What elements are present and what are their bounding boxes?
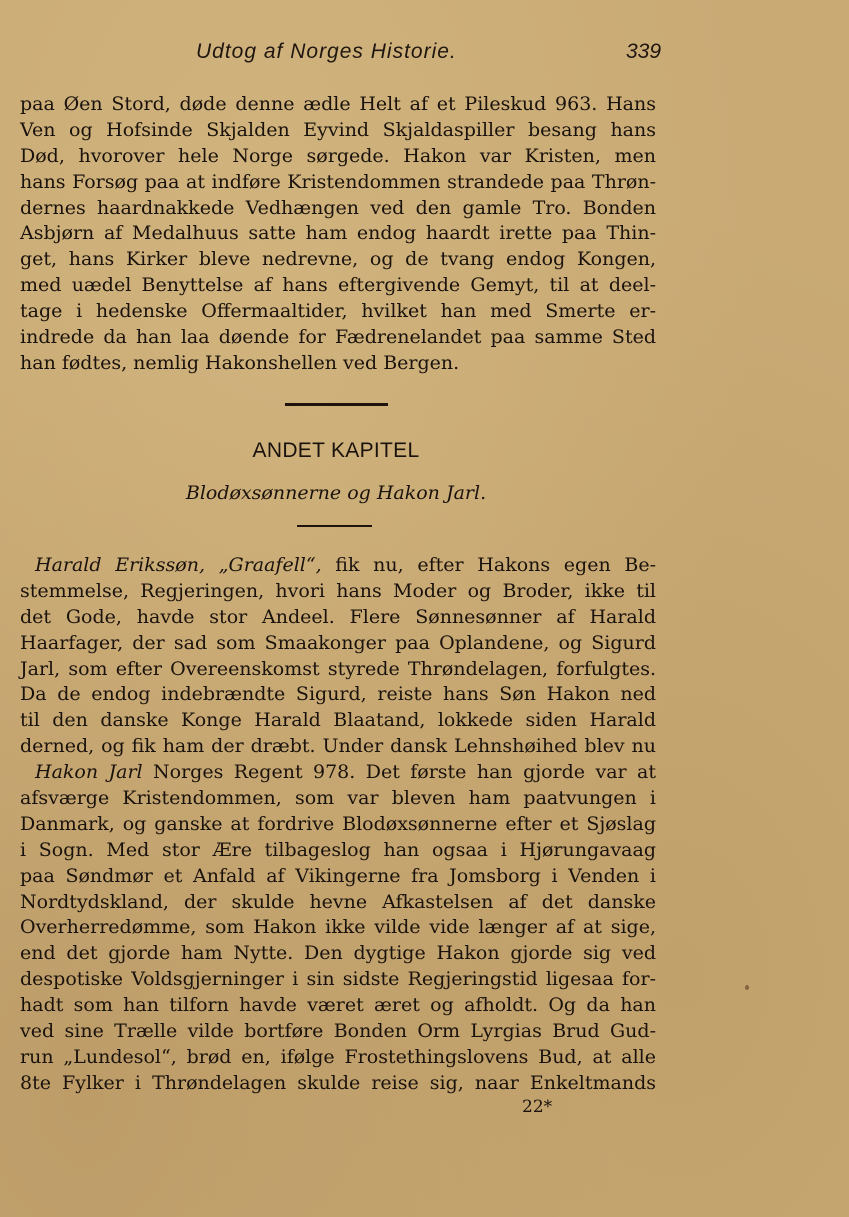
person-name-harald: Harald Erikssøn, „Graafell“, [35,554,322,576]
text-line-opening [20,553,656,579]
person-name-hakon: Hakon Jarl [35,761,143,784]
text-line: derned, og fik ham der dræbt. Under dansk Lehnshøihed blev nu [20,735,656,758]
text-line: despotiske Voldsgjerninger i sin sidste Regjeringstid ligesaa for- [20,968,656,991]
text-line: ved sine Trælle vilde bortføre Bonden Orm Lyrgias Brud Gud- [20,1020,656,1043]
text-line-hakon [20,760,656,786]
text-line: hadt som han tilforn havde været æret og afholdt. Og da han [20,994,656,1017]
text-line: med uædel Benyttelse af hans eftergivende Gemyt, til at deel- [20,274,656,297]
text-line: han fødtes, nemlig Hakonshellen ved Bergen. [20,351,460,374]
text-line: end det gjorde ham Nytte. Den dygtige Hakon gjorde sig ved [20,942,656,965]
text-line: i Sogn. Med stor Ære tilbageslog han ogsaa i Hjørungavaag [20,838,656,861]
text-line: indrede da han laa døende for Fædrenelandet paa samme Sted [20,326,656,349]
text-line: det Gode, havde stor Andeel. Flere Sønnesønner af Harald [20,605,656,628]
running-title: Udtog af Norges Historie. [196,40,457,63]
chapter-title: ANDET KAPITEL [252,439,420,462]
chapter-subtitle: Blodøxsønnerne og Hakon Jarl. [185,482,487,504]
text-line: Jarl, som efter Overeenskomst styrede Thrøndelagen, forfulgtes. [20,657,656,680]
text-line: paa Søndmør et Anfald af Vikingerne fra Jomsborg i Venden i [20,864,656,887]
signature-mark: 22* [522,1097,553,1117]
text-line: hans Forsøg paa at indføre Kristendommen strandede paa Thrøn- [20,170,656,193]
text-line: Danmark, og ganske at fordrive Blodøxsønnerne efter et Sjøslag [20,812,656,835]
text-line: Asbjørn af Medalhuus satte ham endog haardt irette paa Thin- [20,222,656,245]
text-line: afsværge Kristendommen, som var bleven ham paatvungen i [20,787,656,810]
text-line: dernes haardnakkede Vedhængen ved den gamle Tro. Bonden [20,196,656,219]
margin-speck [745,985,749,990]
text-line-rest: Norges Regent 978. Det første han gjorde var at [142,761,656,784]
text-line: get, hans Kirker bleve nedrevne, og de tvang endog Kongen, [20,248,656,271]
page-number: 339 [626,40,662,63]
text-line: run „Lundesol“, brød en, ifølge Frostethingslovens Bud, at alle [20,1045,656,1068]
text-line: Haarfager, der sad som Smaakonger paa Oplandene, og Sigurd [20,631,656,654]
text-line: tage i hedenske Offermaaltider, hvilket han med Smerte er- [20,300,656,323]
text-line: 8te Fylker i Thrøndelagen skulde reise sig, naar Enkeltmands [20,1071,656,1094]
text-line: til den danske Konge Harald Blaatand, lokkede siden Harald [20,709,656,732]
section-divider-top [285,403,388,406]
text-line: Ven og Hofsinde Skjalden Eyvind Skjaldaspiller besang hans [20,118,656,141]
paragraph-harald-graafell [20,553,656,1097]
text-line: paa Øen Stord, døde denne ædle Helt af et Pileskud 963. Hans [20,93,656,115]
section-divider-bottom [297,525,372,527]
paragraph-hakon-death [20,92,656,377]
text-line: Overherredømme, som Hakon ikke vilde vide længer af at sige, [20,916,656,939]
text-line: stemmelse, Regjeringen, hvori hans Moder og Broder, ikke til [20,579,656,602]
text-line: Død, hvorover hele Norge sørgede. Hakon var Kristen, men [20,144,656,167]
text-line: Da de endog indebrændte Sigurd, reiste hans Søn Hakon ned [20,683,656,706]
text-line-rest: fik nu, efter Hakons egen Be- [321,554,657,576]
text-line: Nordtydskland, der skulde hevne Afkastelsen af det danske [20,890,656,913]
